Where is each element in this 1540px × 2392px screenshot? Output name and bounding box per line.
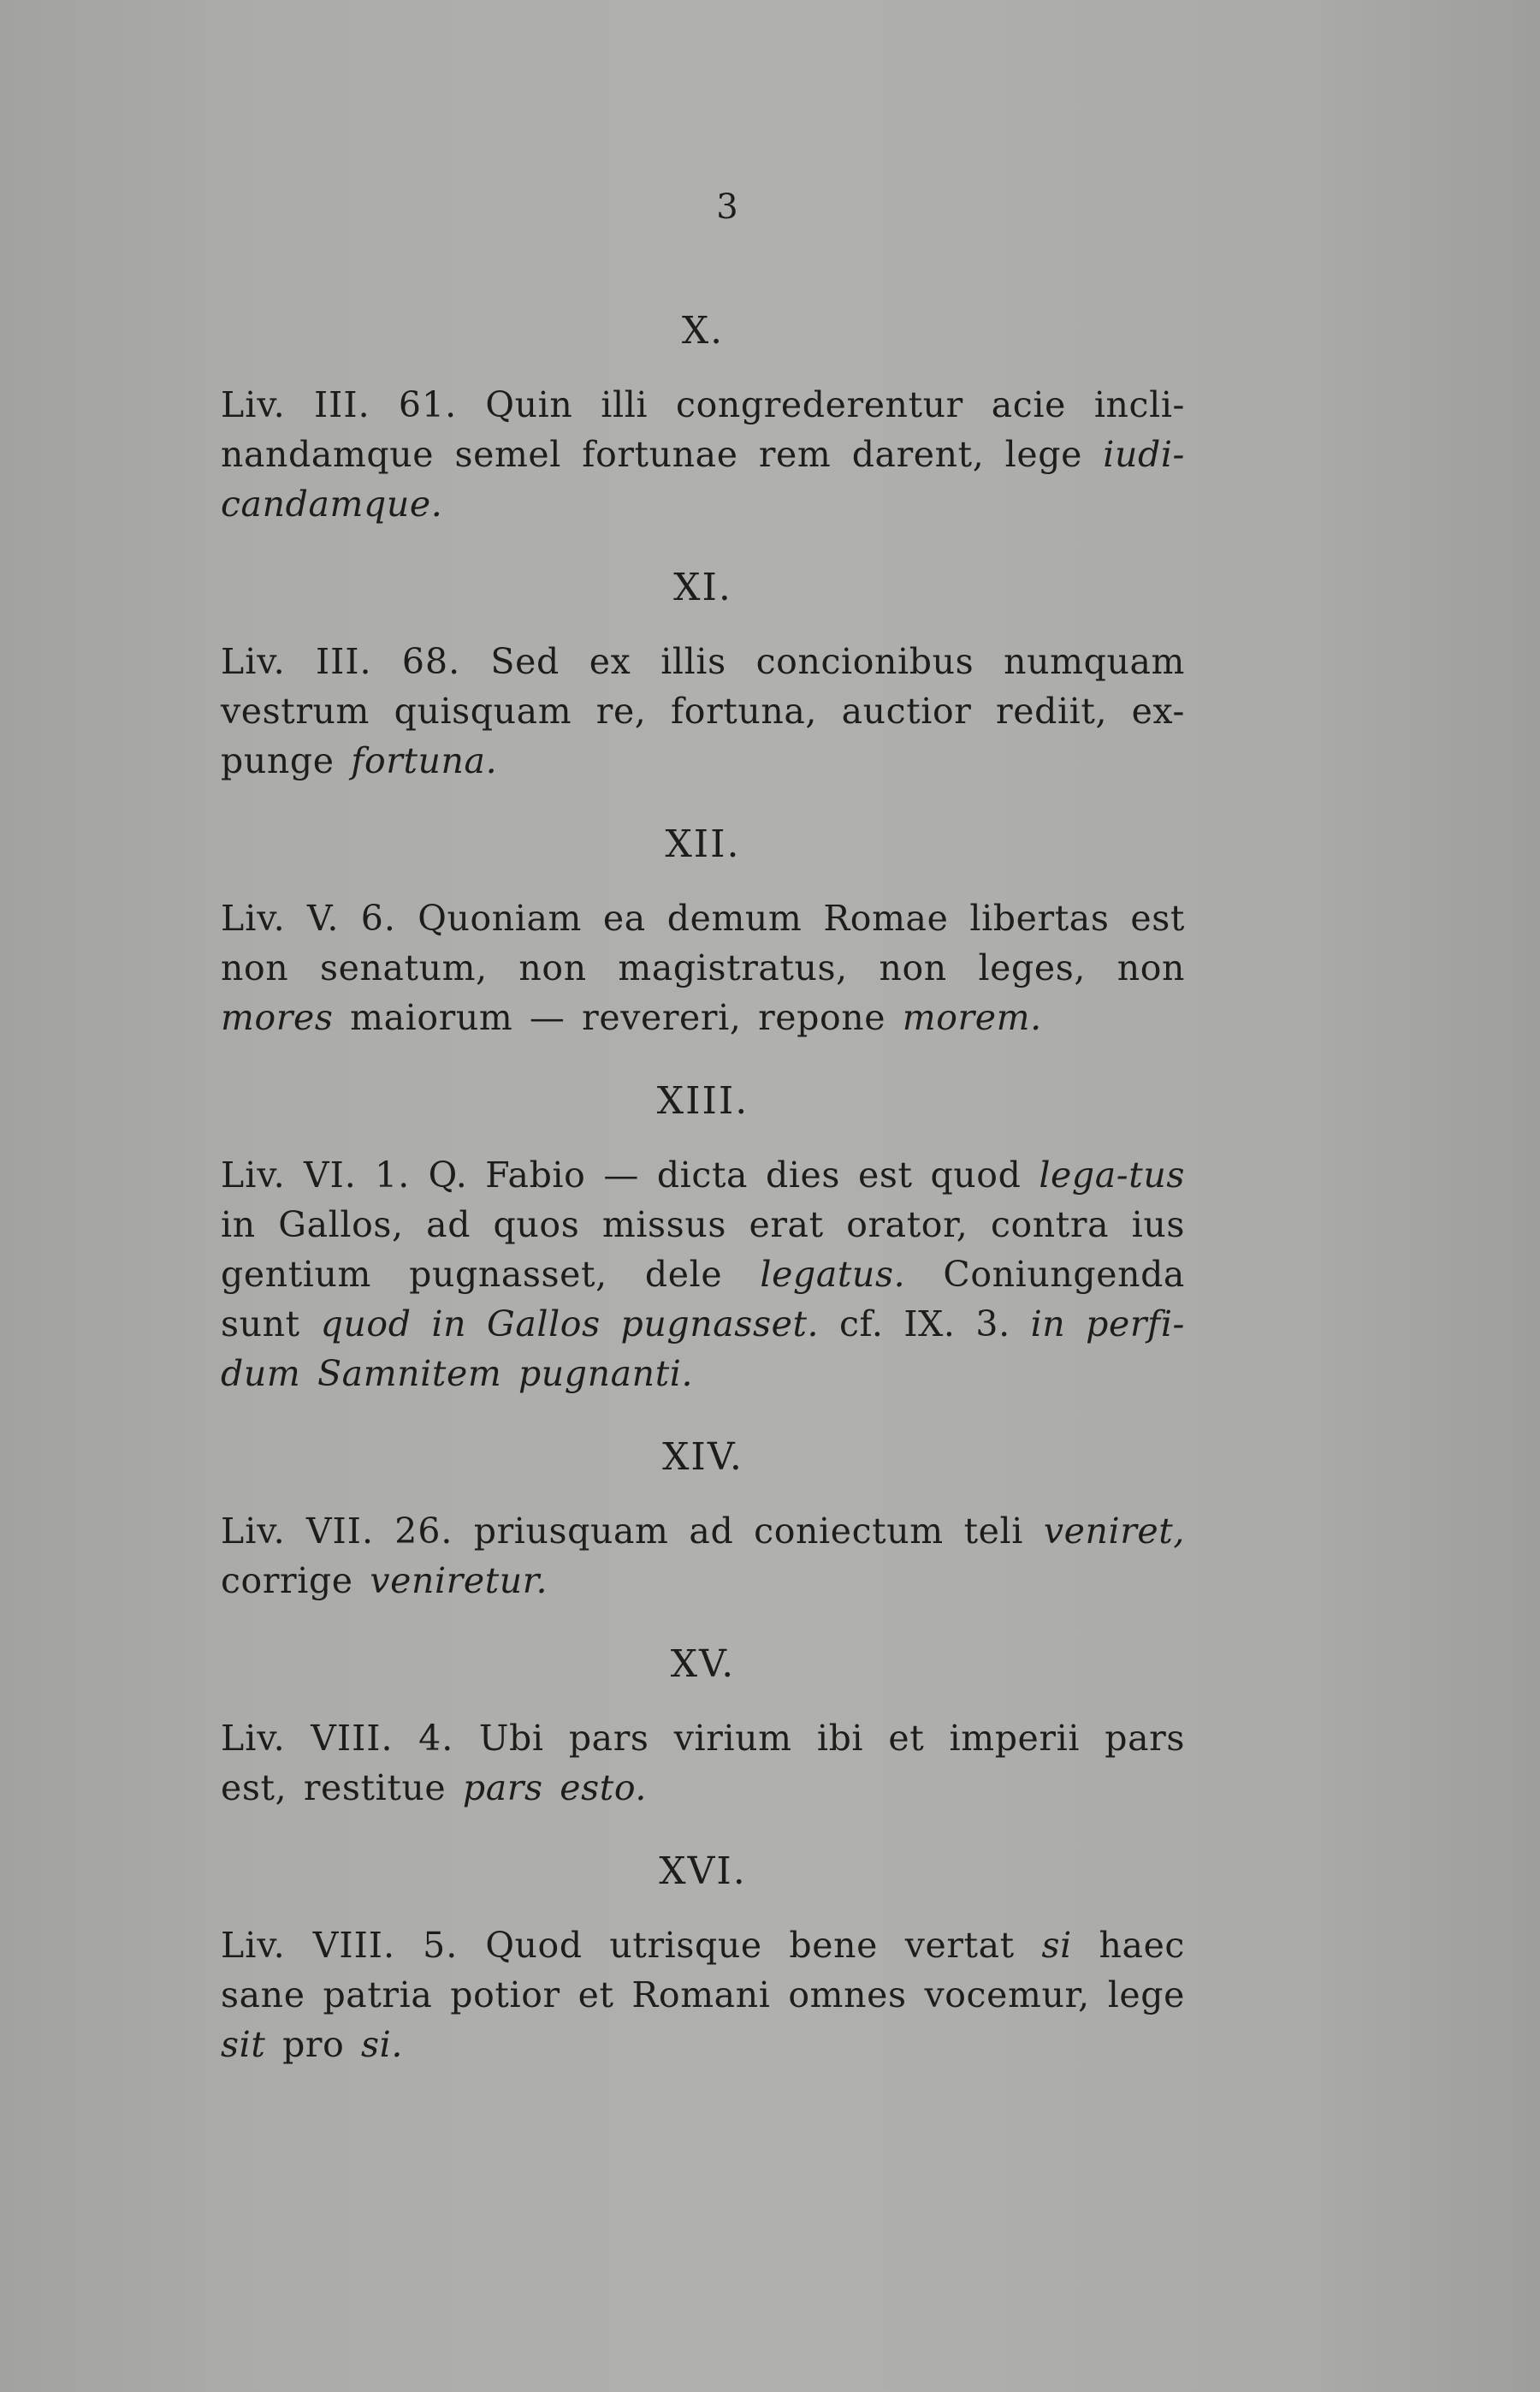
italic-emendation: iudi-candamque. [221, 434, 1185, 525]
italic-emendation: in perfi-dum Samnitem pugnanti. [221, 1303, 1185, 1394]
text-run: Quod utrisque bene vertat [485, 1925, 1042, 1966]
italic-emendation: fortuna. [351, 740, 498, 781]
text-run: Q. Fabio — dicta dies est quod [428, 1154, 1040, 1196]
section-text [221, 1150, 1185, 1398]
text-run: Coniungenda sunt [221, 1254, 1185, 1344]
text-run: maiorum — revereri, repone [333, 997, 903, 1038]
italic-emendation: sit [221, 2024, 266, 2065]
text-run: cf. IX. 3. [819, 1303, 1031, 1344]
section-heading: XII. [665, 822, 741, 866]
italic-emendation: quod in Gallos pugnasset. [320, 1303, 820, 1344]
text-run: Sed ex illis concionibus numquam vestrum quisquam re, fortuna, auctior rediit, ex-punge [221, 641, 1186, 781]
section [221, 820, 1185, 1042]
page-number: 3 [716, 187, 738, 227]
livy-reference: Liv. VI. 1. [221, 1154, 429, 1196]
section [221, 563, 1185, 786]
livy-reference: Liv. VIII. 5. [221, 1925, 486, 1966]
italic-emendation: mores [221, 997, 334, 1038]
livy-reference: Liv. V. 6. [221, 898, 418, 939]
section [221, 1433, 1185, 1606]
section-heading: X. [681, 309, 725, 353]
italic-emendation: veniret, [1043, 1511, 1185, 1552]
section [221, 1847, 1185, 2069]
text-run: priusquam ad coniectum teli [473, 1511, 1044, 1552]
section-heading: XIII. [656, 1079, 749, 1123]
text-block [221, 306, 1185, 2104]
text-run: haec sane patria potior et Romani omnes vocemur, lege [221, 1925, 1185, 2015]
section-heading: XIV. [662, 1435, 743, 1479]
section [221, 1077, 1185, 1398]
section-text [221, 893, 1185, 1042]
section-text [221, 637, 1185, 786]
livy-reference: Liv. III. 68. [221, 641, 491, 682]
section [221, 306, 1185, 529]
section-heading: XV. [670, 1642, 736, 1686]
livy-reference: Liv. VIII. 4. [221, 1718, 479, 1759]
section-text [221, 380, 1185, 529]
section [221, 1640, 1185, 1813]
text-run: Quoniam ea demum Romae libertas est non senatum, non magistratus, non leges, non [221, 898, 1185, 988]
italic-emendation: lega-tus [1039, 1154, 1185, 1196]
section-text [221, 1713, 1185, 1813]
italic-emendation: pars esto. [462, 1767, 648, 1808]
livy-reference: Liv. VII. 26. [221, 1511, 474, 1552]
italic-emendation: morem. [902, 997, 1042, 1038]
section-heading: XI. [673, 566, 732, 609]
text-run: corrige [221, 1560, 370, 1601]
italic-emendation: legatus. [760, 1254, 906, 1295]
text-run: Ubi pars virium ibi et imperii pars est, restitue [221, 1718, 1185, 1808]
section-heading: XVI. [659, 1849, 747, 1893]
italic-emendation: veniretur. [370, 1560, 548, 1601]
section-text [221, 1920, 1185, 2069]
italic-emendation: si [1041, 1925, 1072, 1966]
text-run: pro [265, 2024, 362, 2065]
livy-reference: Liv. III. 61. [221, 384, 486, 425]
italic-emendation: si. [361, 2024, 404, 2065]
section-text [221, 1506, 1185, 1606]
text-run: Quin illi congrederentur acie incli-nandamque semel fortunae rem darent, lege [221, 384, 1186, 475]
text-run: in Gallos, ad quos missus erat orator, contra ius gentium pugnasset, dele [221, 1204, 1185, 1295]
